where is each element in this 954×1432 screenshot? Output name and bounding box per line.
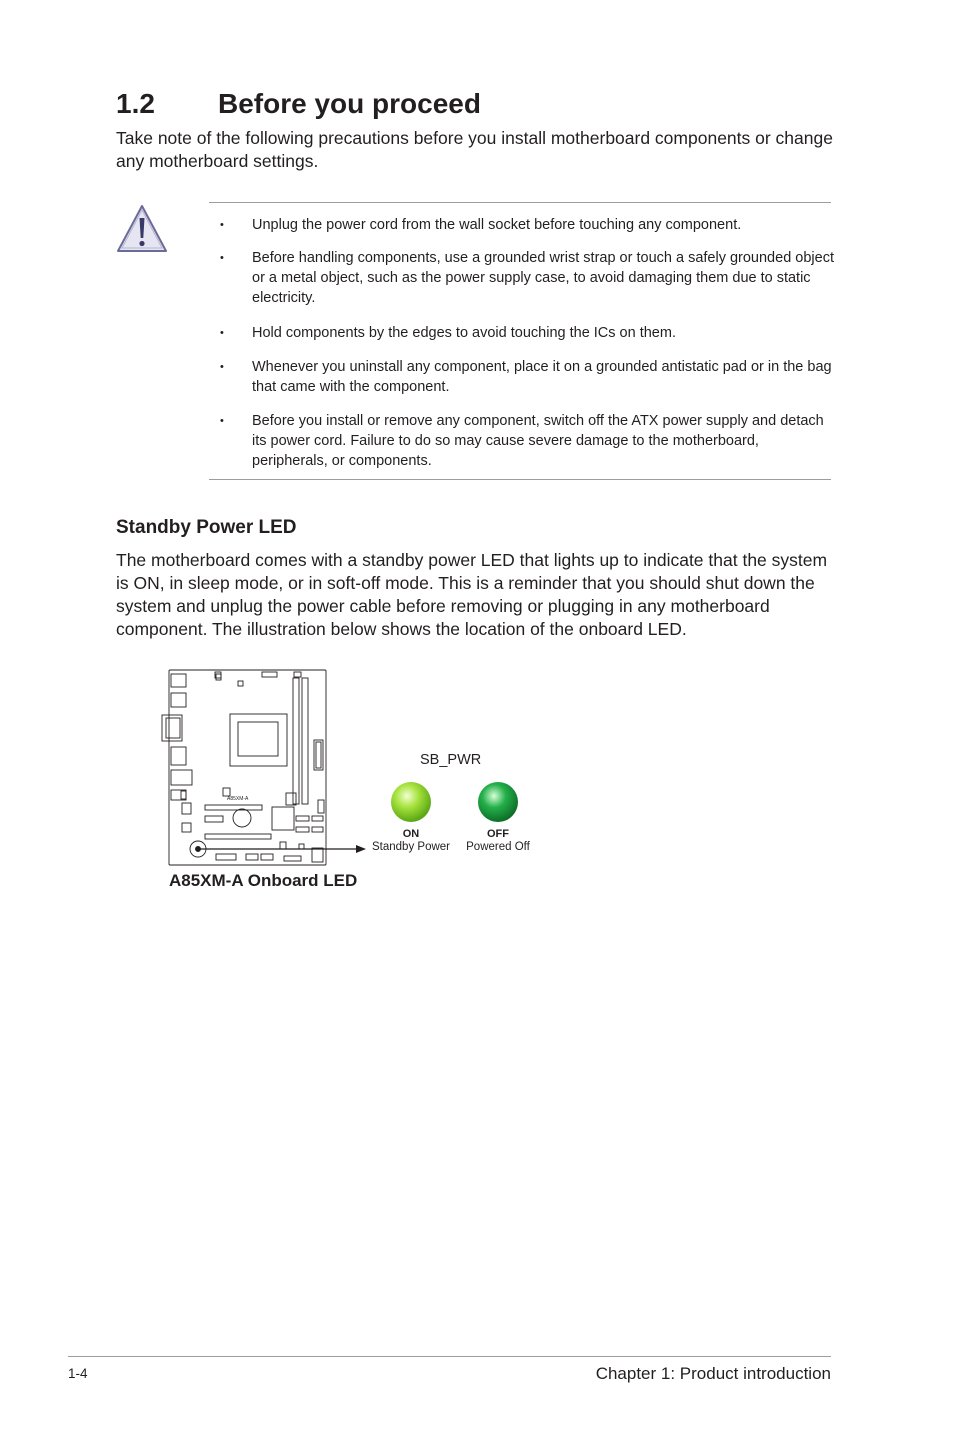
bullet-mark: • <box>220 415 224 427</box>
caution-text: Unplug the power cord from the wall socket before touching any component. <box>252 217 742 233</box>
led-on-indicator <box>391 782 431 822</box>
intro-paragraph: Take note of the following precautions before you install motherboard components or change any motherboard settings. <box>116 128 833 171</box>
onboard-led-diagram <box>160 660 560 900</box>
bullet-mark: • <box>220 219 224 231</box>
standby-heading: Standby Power LED <box>116 517 297 538</box>
led-off-indicator <box>478 782 518 822</box>
section-title <box>116 86 481 122</box>
standby-paragraph: The motherboard comes with a standby power LED that lights up to indicate that the system is ON, in sleep mode, or in soft-off mode. This is a reminder that you should shut down the system and unplug the power cable before removing or plugging in any motherboard component. The illustration below shows the location of the onboard LED. <box>116 550 828 639</box>
board-model-label: A85XM-A <box>227 796 249 802</box>
caution-text: Before handling components, use a grounded wrist strap or touch a safely grounded object or a metal object, such as the power supply case, to avoid damaging them due to static electricity. <box>252 250 834 306</box>
caution-text: Before you install or remove any component, switch off the ATX power supply and detach its power cord. Failure to do so may cause severe damage to the motherboard, peripherals, or components. <box>252 413 824 469</box>
bullet-mark: • <box>220 327 224 339</box>
led-on-state: ON <box>402 828 420 840</box>
section-number: 1.2 <box>116 88 155 119</box>
footer-divider <box>68 1356 831 1357</box>
led-name-label: SB_PWR <box>420 752 482 768</box>
caution-text: Hold components by the edges to avoid touching the ICs on them. <box>252 325 676 341</box>
figure-caption: A85XM-A Onboard LED <box>169 871 358 890</box>
led-off-description: Powered Off <box>466 841 530 853</box>
chapter-title: Chapter 1: Product introduction <box>595 1364 831 1383</box>
section-title-text: Before you proceed <box>218 88 481 119</box>
led-on-description: Standby Power <box>372 841 450 853</box>
bullet-mark: • <box>220 361 224 373</box>
bullet-mark: • <box>220 252 224 264</box>
caution-text: Whenever you uninstall any component, place it on a grounded antistatic pad or in the bag that came with the component. <box>252 359 832 395</box>
caution-box <box>209 202 834 480</box>
motherboard-illustration <box>160 660 560 900</box>
page-number: 1-4 <box>68 1366 88 1381</box>
led-off-state: OFF <box>487 828 509 840</box>
caution-warning-icon <box>115 203 169 255</box>
